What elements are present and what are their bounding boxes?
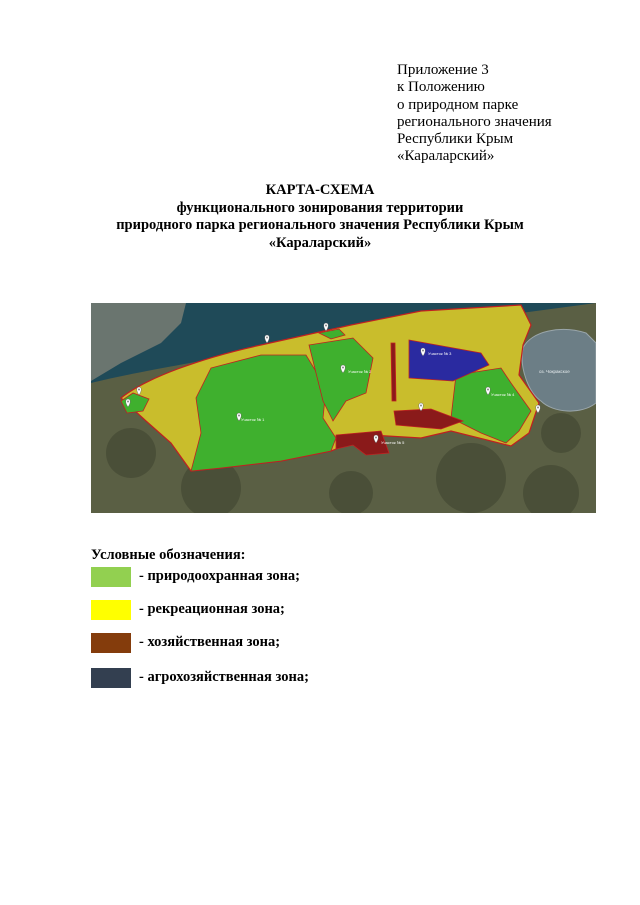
legend-label: - рекреационная зона; xyxy=(139,601,285,617)
zoning-map-svg xyxy=(91,303,596,513)
plot-label: Участок № 5 xyxy=(381,440,405,445)
appendix-line: «Караларский» xyxy=(397,148,495,165)
appendix-line: регионального значения xyxy=(397,113,552,130)
legend-title: Условные обозначения: xyxy=(91,547,246,563)
economic-zone-area xyxy=(391,343,396,401)
document-title xyxy=(0,182,640,252)
plot-label: Участок № 4 xyxy=(491,392,515,397)
zoning-map xyxy=(91,303,596,513)
plot-label: Участок № 1 xyxy=(241,417,265,422)
legend-swatch xyxy=(91,668,131,688)
appendix-line: Республики Крым xyxy=(397,131,514,148)
title-line: функционального зонирования территории xyxy=(176,199,464,216)
legend-swatch xyxy=(91,600,131,620)
legend-label: - агрохозяйственная зона; xyxy=(139,669,309,685)
protection-zone-area xyxy=(191,355,336,471)
title-line: «Караларский» xyxy=(268,234,372,251)
appendix-note xyxy=(397,62,552,166)
title-line: КАРТА-СХЕМА xyxy=(265,182,375,198)
appendix-line: Приложение 3 xyxy=(397,62,489,78)
appendix-line: о природном парке xyxy=(397,96,519,113)
title-line: природного парка регионального значения Республики Крым xyxy=(116,217,524,233)
legend-swatch xyxy=(91,567,131,587)
legend-label: - хозяйственная зона; xyxy=(139,634,281,650)
legend-swatch xyxy=(91,633,131,653)
lake-label: оз. Чокракское xyxy=(539,369,570,374)
legend-label: - природоохранная зона; xyxy=(139,568,301,584)
plot-label: Участок № 2 xyxy=(348,369,372,374)
plot-label: Участок № 3 xyxy=(428,351,452,356)
appendix-line: к Положению xyxy=(397,79,485,96)
